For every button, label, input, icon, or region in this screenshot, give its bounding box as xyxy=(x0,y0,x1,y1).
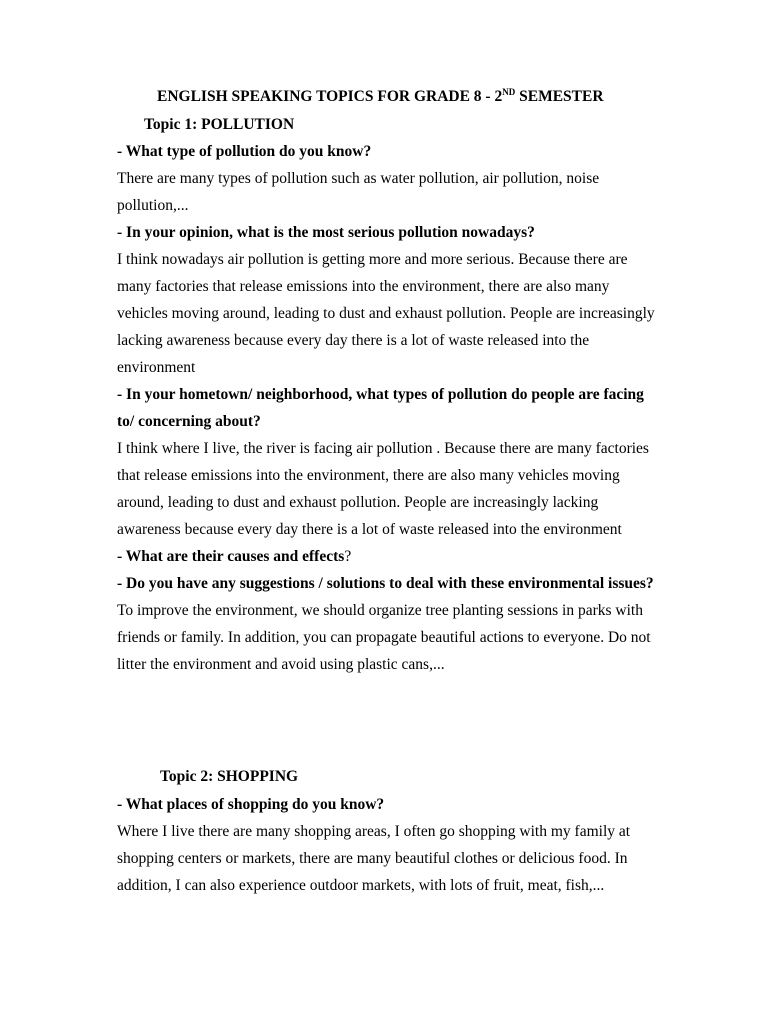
title-superscript: ND xyxy=(502,86,516,97)
topic-1-answer-5: To improve the environment, we should organize tree planting sessions in parks with friends or family. In addition, you can propagate beautiful actions to everyone. Do not litter the environment and avoid using plastic cans,... xyxy=(117,602,651,673)
topic-2-question-1: - What places of shopping do you know? xyxy=(117,796,385,813)
topic-1-question-3: - In your hometown/ neighborhood, what types of pollution do people are facing to/ concerning about? xyxy=(117,386,644,430)
title-main: ENGLISH SPEAKING TOPICS FOR GRADE 8 - 2 xyxy=(157,88,503,105)
topic-1-question-5: - Do you have any suggestions / solutions to deal with these environmental issues? xyxy=(117,575,654,592)
page-title xyxy=(157,86,604,108)
topic-2-content xyxy=(117,791,657,899)
topic-1-question-1: - What type of pollution do you know? xyxy=(117,143,372,160)
topic-1-question-4-text: - What are their causes and effects xyxy=(117,548,345,565)
topic-1-content xyxy=(117,138,657,678)
title-end: SEMESTER xyxy=(515,88,604,105)
topic-1-answer-1: There are many types of pollution such as water pollution, air pollution, noise pollution,... xyxy=(117,170,600,214)
topic-1-question-4 xyxy=(117,543,657,570)
topic-1-answer-2: I think nowadays air pollution is getting more and more serious. Because there are many factories that release emissions into the environment, there are also many vehicles moving around, leading to dust and exhaust pollution. People are increasingly lacking awareness because every day there is a lot of waste released into the environment xyxy=(117,251,655,376)
topic-1-question-4-mark: ? xyxy=(344,548,352,565)
topic-1-heading: Topic 1: POLLUTION xyxy=(144,116,295,133)
topic-2-answer-1: Where I live there are many shopping areas, I often go shopping with my family at shopping centers or markets, there are many beautiful clothes or delicious food. In addition, I can also experience outdoor markets, with lots of fruit, meat, fish,... xyxy=(117,823,631,894)
topic-1-answer-3: I think where I live, the river is facing air pollution . Because there are many factories that release emissions into the environment, there are also many vehicles moving around, leading to dust and exhaust pollution. People are increasingly lacking awareness because every day there is a lot of waste released into the environment xyxy=(117,440,649,538)
topic-2-heading: Topic 2: SHOPPING xyxy=(160,768,299,785)
topic-1-question-2: - In your opinion, what is the most serious pollution nowadays? xyxy=(117,224,535,241)
